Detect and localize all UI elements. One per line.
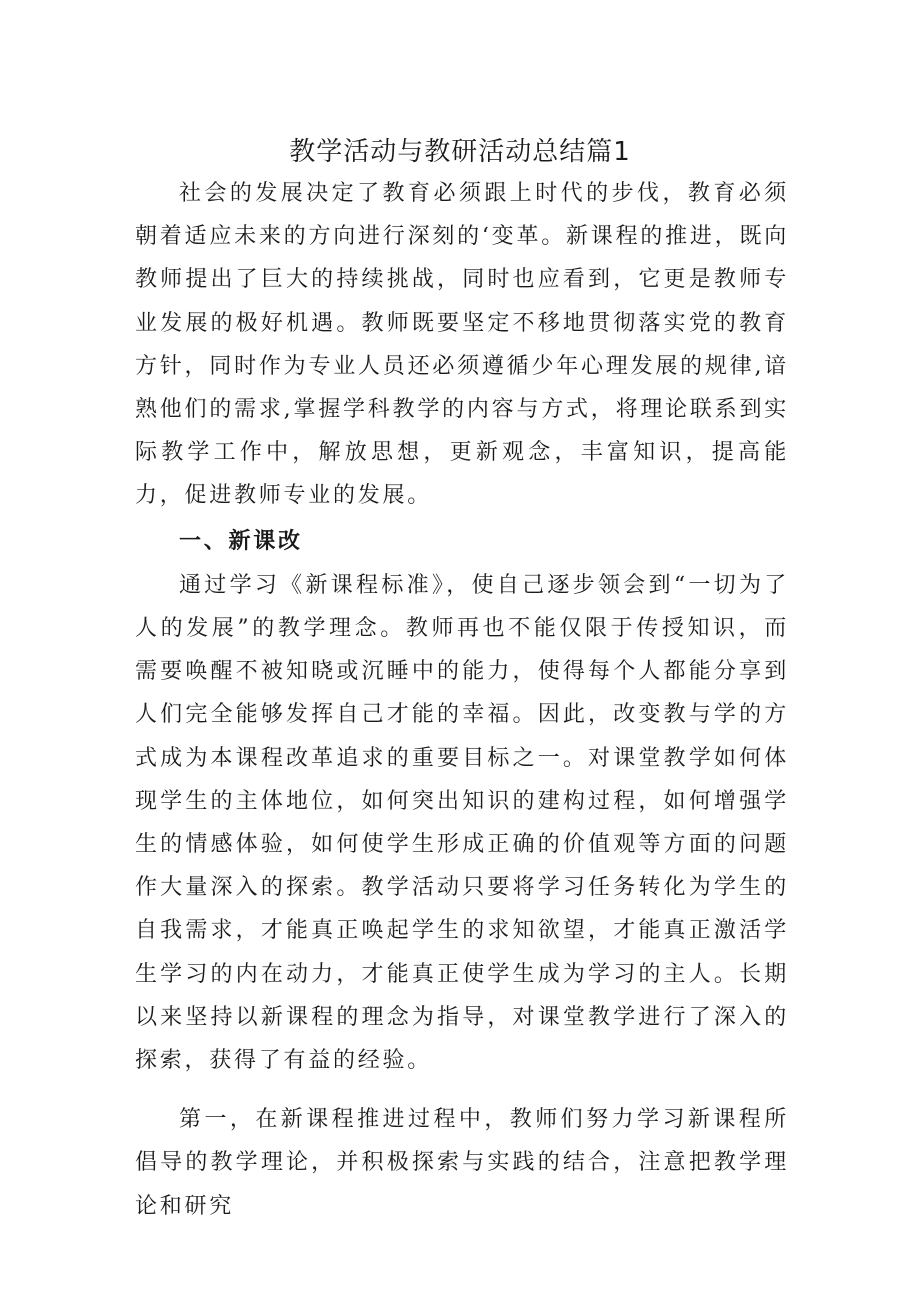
section-paragraph: 通过学习《新课程标准》，使自己逐步领会到“一切为了人的发展”的教学理念。教师再也不能仅限于传授知识，而需要唤醒不被知晓或沉睡中的能力，使得每个人都能分享到人们完全能够发挥自己才能的幸福。因此，改变教与学的方式成为本课程改革追求的重要目标之一。对课堂教学如何体现学生的主体地位，如何突出知识的建构过程，如何增强学生的情感体验，如何使学生形成正确的价值观等方面的问题作大量深入的探索。教学活动只要将学习任务转化为学生的自我需求，才能真正唤起学生的求知欲望，才能真正激活学生学习的内在动力，才能真正使学生成为学习的主人。长期以来坚持以新课程的理念为指导，对课堂教学进行了深入的探索，获得了有益的经验。 bbox=[135, 572, 789, 1074]
document-title: 教学活动与教研活动总结篇1 bbox=[289, 137, 631, 167]
point-one-paragraph: 第一，在新课程推进过程中，教师们努力学习新课程所倡导的教学理论，并积极探索与实践的结合，注意把教学理论和研究 bbox=[135, 1107, 789, 1219]
section-heading: 一、新课改 bbox=[179, 528, 303, 554]
intro-paragraph: 社会的发展决定了教育必须跟上时代的步伐，教育必须朝着适应未来的方向进行深刻的‘变革。新课程的推进，既向教师提出了巨大的持续挑战，同时也应看到，它更是教师专业发展的极好机遇。教师既要坚定不移地贯彻落实党的教育方针，同时作为专业人员还必须遵循少年心理发展的规律,谙熟他们的需求,掌握学科教学的内容与方式，将理论联系到实际教学工作中，解放思想，更新观念，丰富知识，提高能力，促进教师专业的发展。 bbox=[135, 181, 789, 509]
document-body bbox=[135, 172, 789, 1228]
